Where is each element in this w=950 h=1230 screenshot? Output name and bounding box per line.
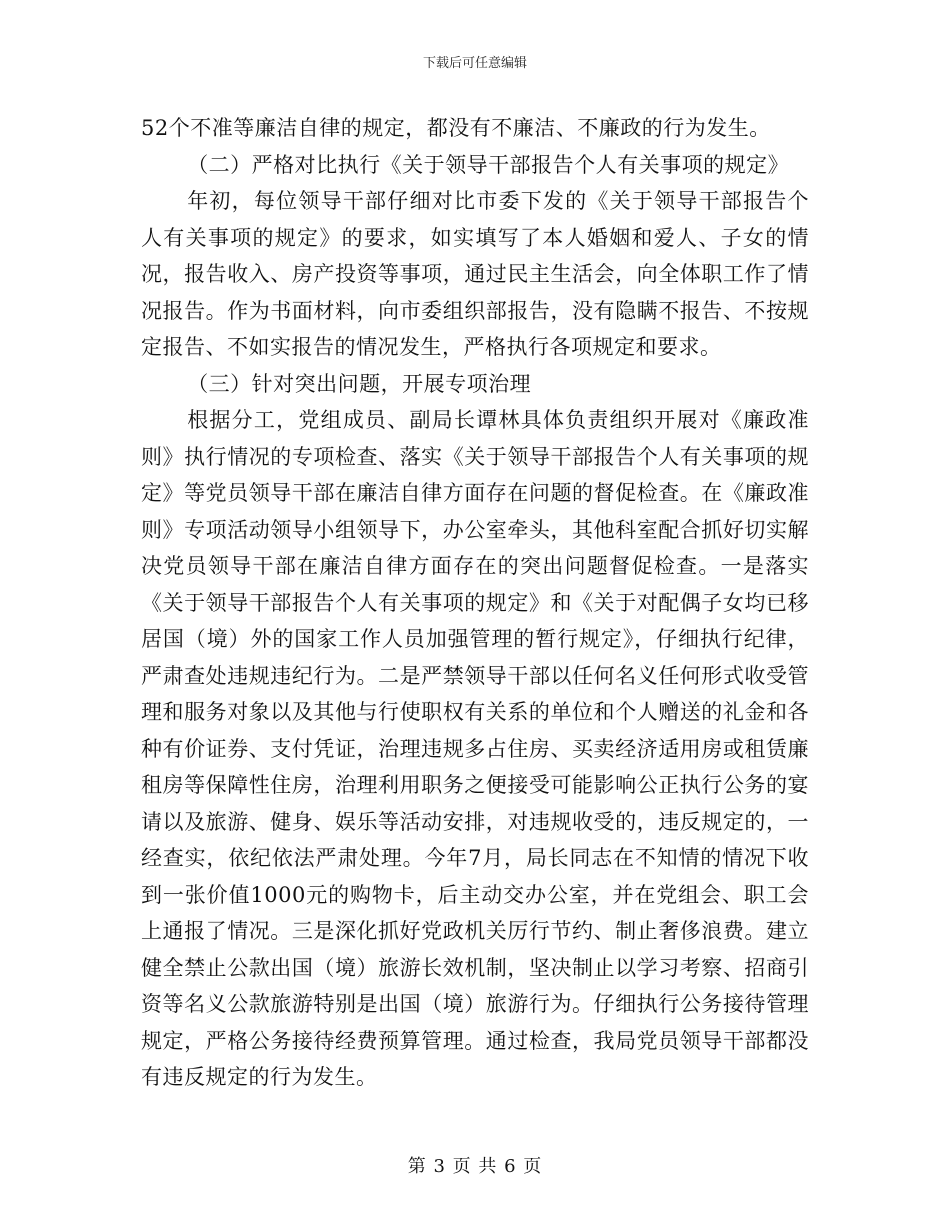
page-header: 下载后可任意编辑: [422, 56, 527, 71]
paragraph-continuation: 52个不准等廉洁自律的规定，都没有不廉洁、不廉政的行为发生。: [141, 116, 771, 140]
section-heading-3: （三）针对突出问题，开展专项治理: [187, 371, 532, 396]
document-body: [141, 110, 809, 1096]
paragraph-report-matters: 年初，每位领导干部仔细对比市委下发的《关于领导干部报告个人有关事项的规定》的要求，如实填写了本人婚姻和爱人、子女的情况，报告收入、房产投资等事项，通过民主生活会，向全体职工作了情况报告。作为书面材料，向市委组织部报告，没有隐瞒不报告、不按规定报告、不如实报告的情况发生，严格执行各项规定和要求。: [141, 189, 809, 359]
paragraph-special-governance: 根据分工，党组成员、副局长谭林具体负责组织开展对《廉政准则》执行情况的专项检查、落实《关于领导干部报告个人有关事项的规定》等党员领导干部在廉洁自律方面存在问题的督促检查。在《廉政准则》专项活动领导小组领导下，办公室牵头，其他科室配合抓好切实解决党员领导干部在廉洁自律方面存在的突出问题督促检查。一是落实《关于领导干部报告个人有关事项的规定》和《关于对配偶子女均已移居国（境）外的国家工作人员加强管理的暂行规定》，仔细执行纪律，严肃查处违规违纪行为。二是严禁领导干部以任何名义任何形式收受管理和服务对象以及其他与行使职权有关系的单位和个人赠送的礼金和各种有价证券、支付凭证，治理违规多占住房、买卖经济适用房或租赁廉租房等保障性住房，治理利用职务之便接受可能影响公正执行公务的宴请以及旅游、健身、娱乐等活动安排，对违规收受的，违反规定的，一经查实，依纪依法严肃处理。今年7月，局长同志在不知情的情况下收到一张价值1000元的购物卡，后主动交办公室，并在党组会、职工会上通报了情况。三是深化抓好党政机关厉行节约、制止奢侈浪费。建立健全禁止公款出国（境）旅游长效机制，坚决制止以学习考察、招商引资等名义公款旅游特别是出国（境）旅游行为。仔细执行公务接待管理规定，严格公务接待经费预算管理。通过检查，我局党员领导干部都没有违反规定的行为发生。: [141, 408, 809, 1089]
page-footer: 第 3 页 共 6 页: [407, 1156, 543, 1177]
section-heading-2: （二）严格对比执行《关于领导干部报告个人有关事项的规定》: [187, 152, 790, 177]
